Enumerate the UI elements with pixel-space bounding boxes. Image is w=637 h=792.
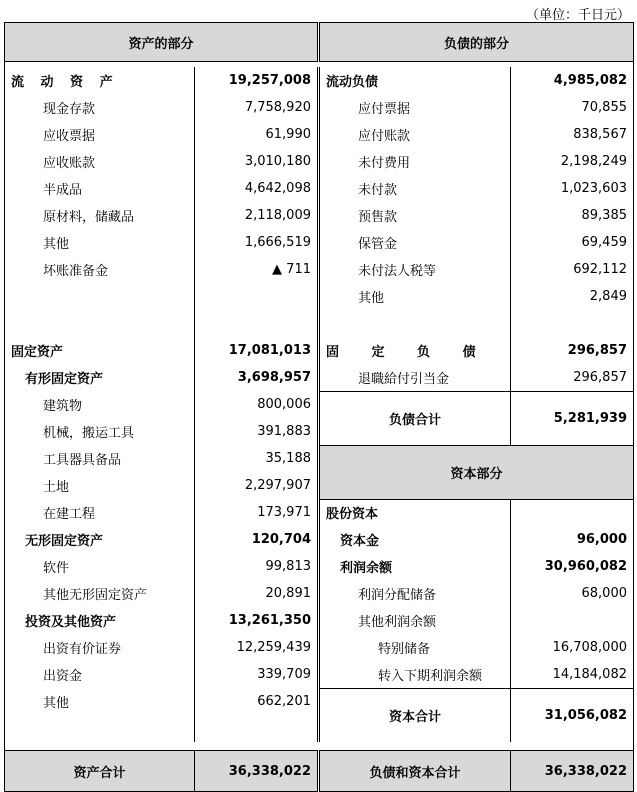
- asset-label: 工具器具备品: [5, 445, 195, 472]
- asset-label: 有形固定资产: [5, 364, 195, 391]
- unit-label: （单位：千日元）: [525, 8, 630, 23]
- asset-label: 原材料，储藏品: [5, 202, 195, 229]
- totals-row: [5, 751, 634, 792]
- table-row: [5, 634, 634, 661]
- table-row: [5, 148, 634, 175]
- table-row: [5, 391, 634, 418]
- liability-value-empty: [511, 310, 634, 337]
- capital-value-empty: [511, 499, 634, 526]
- asset-value-empty: [195, 283, 319, 310]
- liability-label: 未付费用: [319, 148, 511, 175]
- liabilities-total-value: 5,281,939: [511, 391, 634, 445]
- asset-value: 339,709: [195, 661, 319, 688]
- lc-total-label: 负债和资本合计: [319, 751, 511, 792]
- table-row: [5, 256, 634, 283]
- asset-value: 120,704: [195, 526, 319, 553]
- asset-label: 半成品: [5, 175, 195, 202]
- table-row: [5, 94, 634, 121]
- liability-label: 未付法人税等: [319, 256, 511, 283]
- asset-label: 土地: [5, 472, 195, 499]
- asset-value: 20,891: [195, 580, 319, 607]
- capital-value: 16,708,000: [511, 634, 634, 661]
- capital-label: 股份资本: [319, 499, 511, 526]
- asset-value: 61,990: [195, 121, 319, 148]
- table-row: [5, 283, 634, 310]
- assets-header: 资产的部分: [5, 23, 319, 62]
- liabilities-total-label: 负债合计: [319, 391, 511, 445]
- balance-sheet-table: [4, 22, 634, 792]
- liability-label: 预售款: [319, 202, 511, 229]
- retirement-label: 退職給付引当金: [319, 364, 511, 391]
- table-row: [5, 607, 634, 634]
- capital-label: 资本金: [319, 526, 511, 553]
- asset-value: 19,257,008: [195, 67, 319, 94]
- asset-value-empty: [195, 310, 319, 337]
- lc-total-value: 36,338,022: [511, 751, 634, 792]
- liability-label: 应付票据: [319, 94, 511, 121]
- asset-value: 7,758,920: [195, 94, 319, 121]
- asset-value: 13,261,350: [195, 607, 319, 634]
- liability-label: 应付账款: [319, 121, 511, 148]
- asset-value: 17,081,013: [195, 337, 319, 364]
- liability-value: 89,385: [511, 202, 634, 229]
- liability-value: 69,459: [511, 229, 634, 256]
- liabilities-header: 负债的部分: [319, 23, 634, 62]
- liability-label: 流动负债: [319, 67, 511, 94]
- asset-value: 1,666,519: [195, 229, 319, 256]
- liability-label: 其他: [319, 283, 511, 310]
- asset-value: 12,259,439: [195, 634, 319, 661]
- asset-value: 2,118,009: [195, 202, 319, 229]
- table-row: [5, 121, 634, 148]
- asset-label: 应收账款: [5, 148, 195, 175]
- asset-label: 现金存款: [5, 94, 195, 121]
- table-row: [5, 499, 634, 526]
- liability-value: 70,855: [511, 94, 634, 121]
- capital-value: 68,000: [511, 580, 634, 607]
- asset-label: 其他: [5, 688, 195, 715]
- asset-label: 应收票据: [5, 121, 195, 148]
- liability-value: 2,198,249: [511, 148, 634, 175]
- table-row: [5, 553, 634, 580]
- capital-label: 其他利润余额: [319, 607, 511, 634]
- capital-label: 利润余额: [319, 553, 511, 580]
- capital-value-empty: [511, 607, 634, 634]
- asset-label: 投资及其他资产: [5, 607, 195, 634]
- capital-label: 特别储备: [319, 634, 511, 661]
- table-row: [5, 67, 634, 94]
- capital-header: 资本部分: [319, 445, 634, 499]
- asset-label: 无形固定资产: [5, 526, 195, 553]
- table-row: [5, 445, 634, 472]
- asset-value-empty: [195, 715, 319, 742]
- table-row: [5, 364, 634, 391]
- table-row: [5, 229, 634, 256]
- asset-value: 800,006: [195, 391, 319, 418]
- asset-value: 4,642,098: [195, 175, 319, 202]
- assets-total-value: 36,338,022: [195, 751, 319, 792]
- table-row: [5, 310, 634, 337]
- asset-value: 3,698,957: [195, 364, 319, 391]
- retirement-value: 296,857: [511, 364, 634, 391]
- capital-value: 30,960,082: [511, 553, 634, 580]
- liability-value: 2,849: [511, 283, 634, 310]
- capital-value: 96,000: [511, 526, 634, 553]
- table-row: [5, 580, 634, 607]
- header-row: [5, 23, 634, 62]
- fixed-liability-value: 296,857: [511, 337, 634, 364]
- liability-label-empty: [319, 310, 511, 337]
- asset-value: 662,201: [195, 688, 319, 715]
- asset-label-empty: [5, 283, 195, 310]
- capital-label: 利润分配储备: [319, 580, 511, 607]
- asset-label: 出资有价证券: [5, 634, 195, 661]
- asset-label: 其他无形固定资产: [5, 580, 195, 607]
- liability-value: 692,112: [511, 256, 634, 283]
- liability-value: 838,567: [511, 121, 634, 148]
- asset-label: 其他: [5, 229, 195, 256]
- capital-label: 转入下期利润余额: [319, 661, 511, 688]
- liability-value: 1,023,603: [511, 175, 634, 202]
- table-row: [5, 526, 634, 553]
- asset-value: 3,010,180: [195, 148, 319, 175]
- asset-label-empty: [5, 310, 195, 337]
- capital-value: 14,184,082: [511, 661, 634, 688]
- asset-value: 35,188: [195, 445, 319, 472]
- liability-label: 保管金: [319, 229, 511, 256]
- assets-total-label: 资产合计: [5, 751, 195, 792]
- asset-value: ▲ 711: [195, 256, 319, 283]
- table-row: [5, 688, 634, 715]
- asset-label: 在建工程: [5, 499, 195, 526]
- asset-label: 建筑物: [5, 391, 195, 418]
- table-row: [5, 202, 634, 229]
- asset-label: 固定资产: [5, 337, 195, 364]
- asset-label-empty: [5, 715, 195, 742]
- asset-value: 2,297,907: [195, 472, 319, 499]
- asset-label: 软件: [5, 553, 195, 580]
- asset-value: 173,971: [195, 499, 319, 526]
- asset-value: 99,813: [195, 553, 319, 580]
- asset-value: 391,883: [195, 418, 319, 445]
- liability-label: 未付款: [319, 175, 511, 202]
- asset-label: 机械，搬运工具: [5, 418, 195, 445]
- liability-value: 4,985,082: [511, 67, 634, 94]
- asset-label: 流 动 资 产: [5, 67, 195, 94]
- fixed-liability-label: 固 定 负 债: [319, 337, 511, 364]
- asset-label: 坏账准备金: [5, 256, 195, 283]
- asset-label: 出资金: [5, 661, 195, 688]
- table-row: [5, 661, 634, 688]
- capital-total-label: 资本合计: [319, 688, 511, 742]
- table-row: [5, 175, 634, 202]
- table-row: [5, 337, 634, 364]
- capital-total-value: 31,056,082: [511, 688, 634, 742]
